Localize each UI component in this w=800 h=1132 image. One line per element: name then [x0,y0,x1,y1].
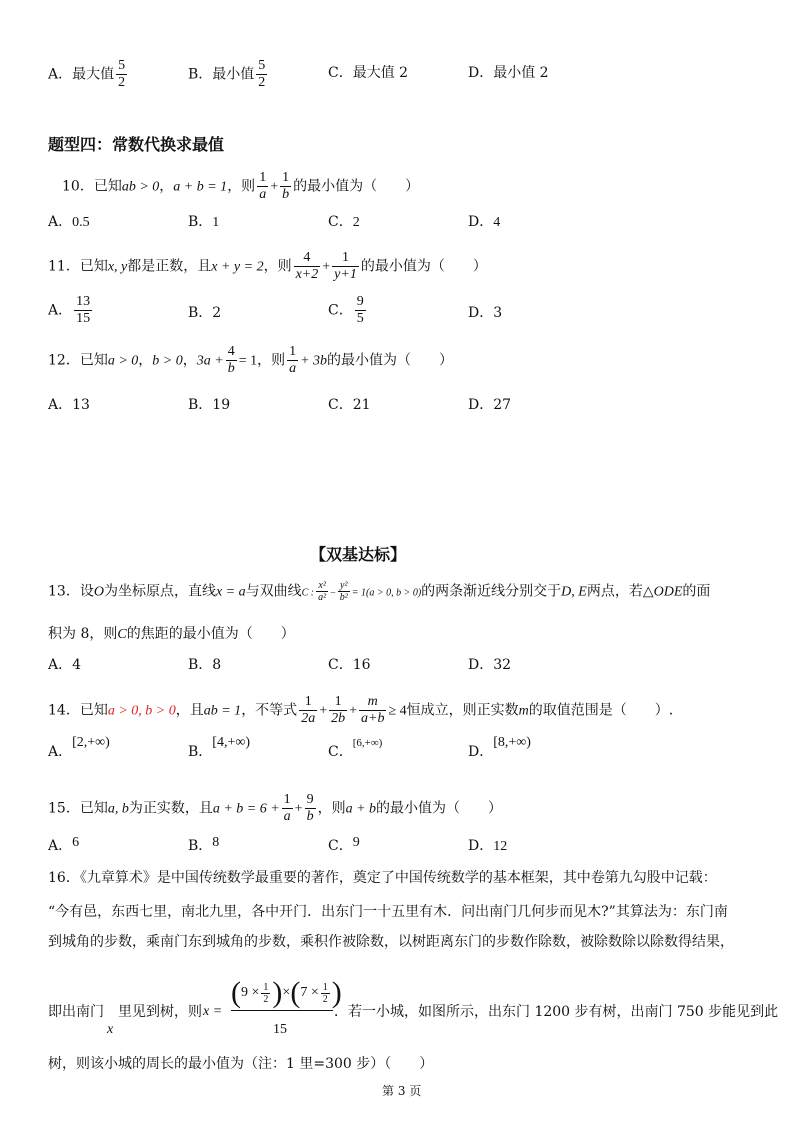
q15-option-a: A．6 [48,835,80,854]
q12-option-a: A．13 [48,397,90,413]
q15-option-d: D．12 [468,838,508,854]
q14-option-b: B．[4,+∞) [188,735,250,760]
q14-option-c: C．$^{[6,+\infty)}$ [328,737,383,760]
question-16-line4-mid: 里见到树，则 [118,1004,202,1020]
q13-option-b: B．8 [188,657,222,673]
question-16-line5: 树，则该小城的周长的最小值为（注：1 里=300 步）（ ） [48,1056,434,1072]
question-14: 14．已知a > 0, b > 0，且ab = 1，不等式 $\frac{1}{2a}$ + $\frac{1}{2b}$ + $\frac{m}{a+b}$ ≥ 4恒成立，则正实数m的取值范围是（ ）. [48,694,674,726]
section-title: 题型四：常数代换求最值 [48,135,225,154]
q9-option-c: C．最大值 2 [328,65,409,81]
q10-option-d: D．4 [468,214,501,230]
q9-option-b: B．最小值 $\frac{5}{2}$ [188,58,266,90]
q11-option-c: C． $\frac{9}{5}$ [328,294,364,326]
q12-option-c: C．21 [328,397,371,413]
q11-option-d: D．3 [468,305,503,321]
q11-option-b: B．2 [188,305,222,321]
section-title-double-base: 【双基达标】 [310,545,407,564]
question-16-line1: 16．《九章算术》是中国传统数学最重要的著作，奠定了中国传统数学的基本框架，其中卷第九勾股中记载： [48,870,717,886]
question-16-line3: 到城角的步数，乘南门东到城角的步数，乘积作被除数，以树距离东门的步数作除数，被除数除以除数得结果， [48,934,734,950]
question-16-line4-pre: 即出南门 [48,1004,104,1020]
q14-option-d: D．[8,+∞) [468,735,531,760]
question-13: 13．设O为坐标原点，直线x = a与双曲线C : $\frac{\text{x²}}{\text{a²}}$ − $\frac{\text{y²}}{\text{b²}}$ = 1(a > 0, b > 0)的两条渐近线分别交于D, E两点，若△ODE的面 [48,580,711,603]
q11-option-a: A． $\frac{13}{15}$ [48,294,91,326]
question-16-line4-post: ．若一小城，如图所示，出东门 1200 步有树，出南门 750 步能见到此 [334,1004,779,1020]
q13-option-d: D．32 [468,657,512,673]
question-15: 15．已知a, b为正实数，且a + b = 6 + $\frac{1}{a}$ + $\frac{9}{b}$ ，则a + b的最小值为（ ） [48,792,503,824]
q12-option-d: D．27 [468,397,512,413]
q13-option-c: C．16 [328,657,371,673]
q10-option-b: B．1 [188,214,220,230]
q9-option-d: D．最小值 2 [468,65,549,81]
question-10: 10．已知ab > 0，a + b = 1，则 $\frac{1}{a}$ + $\frac{1}{b}$ 的最小值为（ ） [62,170,420,202]
question-11: 11．已知x, y都是正数，且x + y = 2，则 $\frac{4}{x+2}$ + $\frac{1}{y+1}$ 的最小值为（ ） [48,250,487,282]
page-number: 第 3 页 [382,1084,422,1098]
q10-option-a: A．0.5 [48,214,90,230]
q15-option-b: B．8 [188,835,220,854]
q9-option-a: A．最大值 $\frac{5}{2}$ [48,58,126,90]
question-12: 12．已知a > 0，b > 0，3a + $\frac{4}{b}$ = 1，则 $\frac{1}{a}$ + 3b的最小值为（ ） [48,344,454,376]
q12-option-b: B．19 [188,397,231,413]
q14-option-a: A．[2,+∞) [48,735,110,760]
document-page: A．最大值 $\frac{5}{2}$ B．最小值 $\frac{5}{2}$ C．最大值 2 D．最小值 2 题型四：常数代换求最值 10．已知ab > 0，a + b = 1，则 $\frac{1}{a}$ + $\frac{1}{b}$ 的最小值为（ ） A．0.5 B．1 C．2 D．4 11．已知x, y都是正数，且x + y = 2，则 $\frac{4}{x+2}$ + $\frac{1}{y+1}$ 的最小值为（ ） A． $\frac{13}{15}$ B．2 C． $\frac{9}{5}$ D．3 12．已知a > 0，b > 0，3a + $\frac{4}{b}$ = 1，则 $\frac{1}{a}$ + 3b的最小值为（ ） A．13 B．19 C．21 D．27 【双基达标】 13．设O为坐标原点，直线x = a与双曲线C : $\frac{\text{x²}}{\text{a²}}$ − $\frac{\text{y²}}{\text{b²}}$ = 1(a > 0, b > 0)的两条渐近线分别交于D, E两点，若△ODE的面 积为 8，则C的焦距的最小值为（ ） A．4 B．8 C．16 D．32 14．已知a > 0, b > 0，且ab = 1，不等式 $\frac{1}{2a}$ + $\frac{1}{2b}$ + $\frac{m}{a+b}$ ≥ 4恒成立，则正实数m的取值范围是（ ）. A．[2,+∞) B．[4,+∞) C．$^{[6,+\infty)}$ D．[8,+∞) 15．已知a, b为正实数，且a + b = 6 + $\frac{1}{a}$ + $\frac{9}{b}$ ，则a + b的最小值为（ ） A．6 B．8 C．9 D．12 16．《九章算术》是中国传统数学最重要的著作，奠定了中国传统数学的基本框架，其中卷第九勾股中记载： “今有邑，东西七里，南北九里，各中开门．出东门一十五里有木．问出南门几何步而见木?”其算法为：东门南 到城角的步数，乘南门东到城角的步数，乘积作被除数，以树距离东门的步数作除数，被除数除以除数得结果， 即出南门 x 里见到树，则 x = (9 × $\frac{1}{2}$ )×(7 × $\frac{1}{2}$ ) 15 ．若一小城，如图所示，出东门 1200 步有树，出南门 750 步能见到此 树，则该小城的周长的最小值为（注：1 里=300 步）（ ） 第 3 页 [48,58,779,1098]
question-16-x-under: x [107,1022,114,1037]
q15-option-c: C．9 [328,835,360,854]
question-13-line2: 积为 8，则C的焦距的最小值为（ ） [48,626,295,642]
question-16-line2: “今有邑，东西七里，南北九里，各中开门．出东门一十五里有木．问出南门几何步而见木?”其算法为：东门南 [48,904,728,920]
q13-option-a: A．4 [48,657,82,673]
q10-option-c: C．2 [328,214,360,230]
